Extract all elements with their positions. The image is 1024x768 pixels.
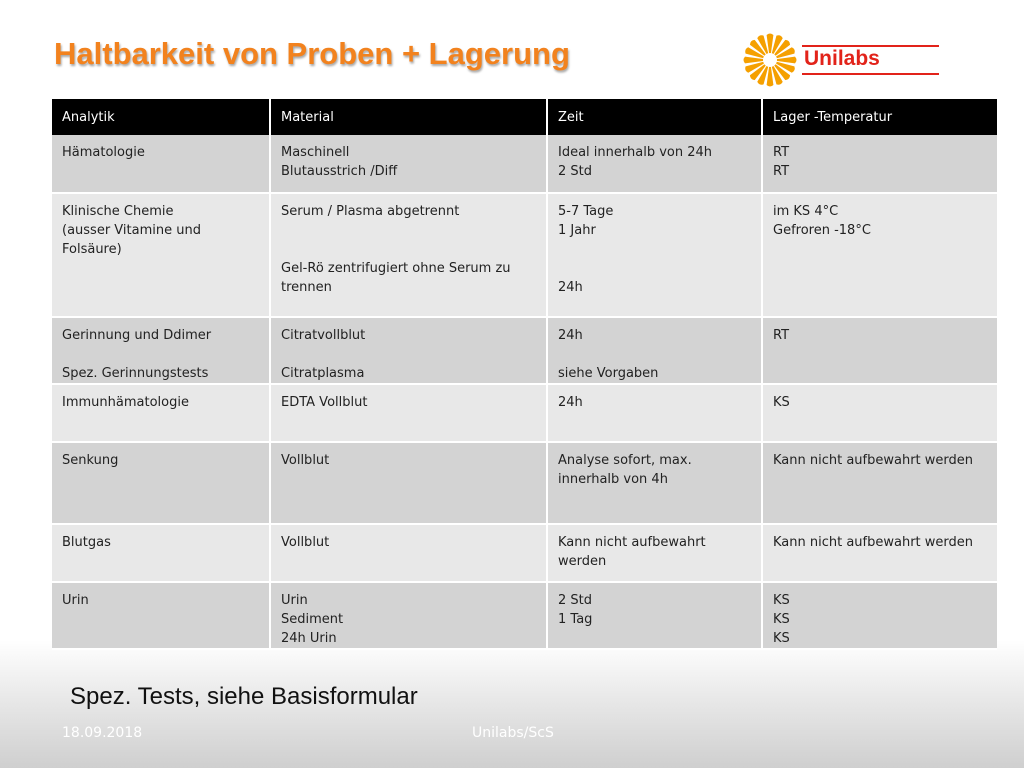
- cell-material: Citratvollblut Citratplasma: [270, 317, 547, 384]
- table-row: [52, 135, 997, 193]
- header-lager-temperatur: Lager -Temperatur: [762, 99, 997, 135]
- logo-line-bottom: [802, 73, 939, 75]
- table-row: [52, 442, 997, 524]
- cell-lager: KS: [762, 384, 997, 442]
- cell-zeit: 24h siehe Vorgaben: [547, 317, 762, 384]
- cell-lager: RT: [762, 317, 997, 384]
- table-row: [52, 582, 997, 649]
- cell-zeit: 2 Std 1 Tag: [547, 582, 762, 649]
- footer-author: Unilabs/ScS: [472, 725, 554, 741]
- header-analytik: Analytik: [52, 99, 270, 135]
- cell-lager: im KS 4°C Gefroren -18°C: [762, 193, 997, 317]
- cell-zeit: Analyse sofort, max. innerhalb von 4h: [547, 442, 762, 524]
- cell-analytik: Klinische Chemie (ausser Vitamine und Folsäure): [52, 193, 270, 317]
- cell-analytik: Gerinnung und Ddimer Spez. Gerinnungstests: [52, 317, 270, 384]
- table-header-row: [52, 99, 997, 135]
- unilabs-logo: [742, 32, 942, 88]
- cell-lager: RT RT: [762, 135, 997, 193]
- storage-table: [52, 99, 997, 650]
- cell-zeit: 5-7 Tage 1 Jahr 24h: [547, 193, 762, 317]
- cell-material: Vollblut: [270, 524, 547, 582]
- cell-analytik: Urin: [52, 582, 270, 649]
- sun-logo-icon: [742, 32, 798, 88]
- cell-zeit: Ideal innerhalb von 24h 2 Std: [547, 135, 762, 193]
- cell-material: Maschinell Blutausstrich /Diff: [270, 135, 547, 193]
- slide-title: Haltbarkeit von Proben + Lagerung: [54, 36, 570, 71]
- table-row: [52, 193, 997, 317]
- cell-analytik: Blutgas: [52, 524, 270, 582]
- cell-analytik: Senkung: [52, 442, 270, 524]
- cell-material: Vollblut: [270, 442, 547, 524]
- cell-material: Serum / Plasma abgetrennt Gel-Rö zentrifugiert ohne Serum zu trennen: [270, 193, 547, 317]
- cell-zeit: 24h: [547, 384, 762, 442]
- table-row: [52, 317, 997, 384]
- table-row: [52, 524, 997, 582]
- cell-lager: Kann nicht aufbewahrt werden: [762, 442, 997, 524]
- footer-date: 18.09.2018: [62, 725, 143, 741]
- cell-zeit: Kann nicht aufbewahrt werden: [547, 524, 762, 582]
- logo-text: Unilabs: [804, 47, 880, 70]
- cell-analytik: Immunhämatologie: [52, 384, 270, 442]
- cell-lager: Kann nicht aufbewahrt werden: [762, 524, 997, 582]
- cell-analytik: Hämatologie: [52, 135, 270, 193]
- note-text: Spez. Tests, siehe Basisformular: [70, 683, 418, 710]
- cell-material: EDTA Vollblut: [270, 384, 547, 442]
- header-material: Material: [270, 99, 547, 135]
- cell-material: Urin Sediment 24h Urin: [270, 582, 547, 649]
- table-row: [52, 384, 997, 442]
- header-zeit: Zeit: [547, 99, 762, 135]
- cell-lager: KS KS KS: [762, 582, 997, 649]
